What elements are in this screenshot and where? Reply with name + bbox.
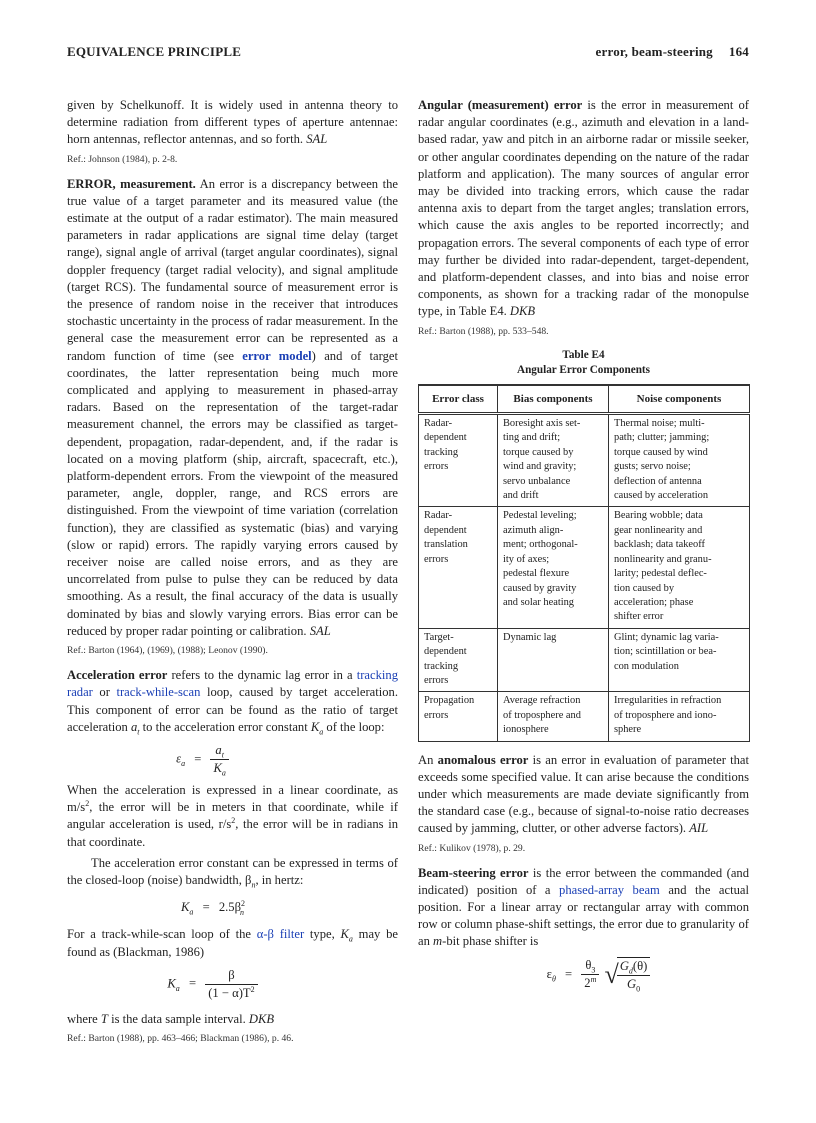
- math-symbol: (1 − α)T: [208, 985, 251, 1000]
- paragraph-text: ) and of target coordinates, the latter representation being much more complicated and applying to measurement in phased-array radars. Based on the representation of the target-radar measurement channel, the errors may be classified as target-dependent, propagation, radar-dependent, and, if the radar is located on a moving platform (ship, aircraft, spacecraft, etc.), platform-dependent errors. From the viewpoint of the measured parameter, angle, doppler, range, and RCS errors are distinguished. From the viewpoint of time variation (correlation function), they are classified as systematic (bias) and varying (slow or rapid) errors. The rapidly varying errors caused by receiver noise are called noise errors, and as they are uncorrelated from pulse to pulse they can be reduced by data smoothing. As a result, the final accuracy of the data is usually dominated by bias and slowly varying errors. Bias error can be reduced by proper radar pointing or calibration.: [67, 348, 398, 638]
- paragraph-text: An: [418, 752, 438, 767]
- math-symbol: a: [130, 719, 138, 734]
- table-cell: Irregularities in refraction of troposphere and iono- sphere: [609, 692, 750, 741]
- tracking-radar-link[interactable]: tracking radar: [67, 668, 398, 700]
- math-symbol: ε: [176, 751, 182, 766]
- math-subscript: 3: [591, 965, 596, 975]
- equation-bandwidth: $K_a = 2.5\beta^2_n$: [181, 898, 245, 917]
- column-header: Bias components: [498, 385, 609, 414]
- math-superscript: m: [590, 975, 597, 985]
- angular-error-table: [418, 384, 750, 742]
- author-initials: SAL: [309, 623, 331, 638]
- bandwidth-paragraph: [67, 855, 398, 889]
- paragraph-text: is the error between the commanded (and indicated) position of a: [418, 865, 750, 897]
- paragraph-text: given by Schelkunoff. It is widely used in antenna theory to determine radiation from different types of aperture antennae: horn antennas, reflector antennas, and so forth.: [67, 98, 398, 147]
- math-subscript: θ: [551, 974, 556, 984]
- right-column: [418, 97, 749, 1003]
- fraction: [210, 742, 228, 777]
- math-subscript: a: [181, 759, 186, 769]
- paragraph-text: The acceleration error constant can be expressed in terms of the closed-loop (noise) bandwidth, β: [67, 855, 398, 887]
- math-symbol: G: [627, 976, 637, 991]
- entry-heading: Beam-steering error: [418, 865, 529, 880]
- math-symbol: m: [433, 934, 443, 949]
- paragraph-text: and the actual position. For a linear array or rectangular array with common row or column phase-shift settings, the error due to granularity of an: [418, 882, 749, 949]
- alpha-beta-paragraph: [67, 926, 398, 960]
- math-subscript: n: [239, 907, 244, 917]
- table-cell: Dynamic lag: [498, 628, 609, 692]
- table-row: [419, 628, 750, 692]
- header-section-title: EQUIVALENCE PRINCIPLE: [67, 44, 242, 59]
- paragraph-text: type,: [304, 927, 341, 942]
- table-row: [419, 414, 750, 507]
- table-cell: Pedestal leveling; azimuth align- ment; orthogonal- ity of axes; pedestal flexure caused by gravity and solar heating: [498, 507, 609, 628]
- math-superscript: 2: [85, 798, 90, 808]
- track-while-scan-link[interactable]: track-while-scan: [116, 685, 201, 700]
- math-symbol: (θ): [632, 958, 648, 973]
- equation-acceleration-error: $\varepsilon_a$ = $\frac{a_t}{K_a}$: [7, 742, 398, 776]
- table-cell: Average refraction of troposphere and ionosphere: [498, 692, 609, 741]
- author-initials: AIL: [689, 821, 709, 836]
- math-symbol: K: [167, 976, 176, 991]
- fraction: [205, 967, 257, 1002]
- equation-alpha-beta: $K_a$ = $\frac{\beta}{(1 - \alpha)T^2}$: [27, 967, 398, 1005]
- math-symbol: a: [215, 742, 222, 757]
- reference: Ref.: Kulikov (1978), p. 29.: [418, 842, 526, 854]
- math-symbol: K: [181, 900, 190, 915]
- math-symbol: T: [100, 1011, 108, 1026]
- author-initials: DKB: [248, 1011, 275, 1026]
- paragraph-text: where: [67, 1011, 101, 1026]
- math-symbol: 2.5β: [218, 900, 241, 915]
- math-superscript: 2: [231, 816, 236, 826]
- entry-heading: ERROR, measurement.: [67, 176, 196, 191]
- math-subscript: a: [175, 983, 180, 993]
- math-symbol: K: [340, 927, 349, 942]
- acceleration-error-entry: [67, 667, 398, 736]
- table-row: [419, 507, 750, 628]
- paragraph-text: , the error will be in meters in that coordinate, while if angular acceleration is used, r/s: [67, 800, 398, 832]
- column-header: Error class: [419, 385, 498, 414]
- paragraph-text: For a track-while-scan loop of the: [67, 927, 257, 942]
- fraction-under-root: [617, 957, 651, 993]
- paragraph-text: refers to the dynamic lag error in a: [167, 668, 357, 683]
- table-cell: Propagation errors: [419, 692, 498, 741]
- author-initials: DKB: [509, 304, 536, 319]
- header-right: [596, 44, 749, 60]
- math-symbol: θ: [585, 958, 592, 973]
- reference: Ref.: Barton (1964), (1969), (1988); Leonov (1990).: [67, 645, 268, 657]
- square-root-icon: √: [604, 960, 619, 990]
- beam-steering-error-entry: [418, 865, 749, 951]
- running-header: [67, 44, 749, 64]
- column-header: Noise components: [609, 385, 750, 414]
- table-title: Table E4: [562, 348, 605, 361]
- math-subscript: n: [251, 880, 256, 890]
- math-symbol: G: [619, 958, 629, 973]
- table-cell: Radar- dependent tracking errors: [419, 414, 498, 507]
- paragraph-text: or: [92, 685, 117, 700]
- paragraph-text: , in hertz:: [255, 872, 304, 887]
- math-subscript: d: [628, 966, 633, 976]
- author-initials: SAL: [306, 132, 328, 147]
- units-paragraph: [67, 782, 398, 851]
- table-cell: Radar- dependent translation errors: [419, 507, 498, 628]
- angular-error-entry: [418, 97, 749, 321]
- paragraph-text: is an error in evaluation of parameter that exceeds some specified value. It can arise because the conditions under which measurements are made deviate significantly from the standard case (e.g., because of signal-to-noise ratio decreases caused by jamming, clutter, or other adverse factors).: [418, 752, 750, 836]
- table-cell: Thermal noise; multi- path; clutter; jamming; torque caused by wind gusts; servo noise; deflection of antenna caused by acceleration: [609, 414, 750, 507]
- math-symbol: β: [228, 967, 235, 982]
- sample-interval-paragraph: [67, 1011, 398, 1028]
- paragraph-text: is the error in measurement of radar angular coordinates (e.g., azimuth and elevation in a land-based radar, yaw and pitch in an airborne radar or missile seeker, or other angular coordinates depending on the nature of the radar platform and application). The many sources of angular error may be divided into tracking errors, which cause the radar antenna axis to depart from the target angles; translation errors, which cause the axis angles to be reported incorrectly; and propagation errors. The several components of each type of error may further be divided into radar-dependent, target-dependent, and platform-dependent classes, and into bias and noise error components, as shown for a tracking radar of the monopulse type, in Table E4.: [418, 98, 749, 319]
- paragraph-text: An error is a discrepancy between the true value of a target parameter and its measured value (the estimate at the output of a radar estimator). The main measured parameters in radar applications are signal time delay (target range), signal angle of arrival (target angular coordinates), signal doppler frequency (target radial velocity), and signal amplitude (target RCS). The fundamental source of measurement error is the presence of random noise in the receiver that introduces stochastic uncertainty in the process of radar measurement. In the general case the measurement error can be represented as a random function of time (see: [67, 176, 398, 363]
- schelkunoff-paragraph: [67, 97, 398, 149]
- paragraph-text: may be found as (Blackman, 1986): [67, 927, 398, 959]
- paragraph-text: loop, caused by target acceleration. This component of error can be found as the ratio of target acceleration: [67, 685, 398, 734]
- page-number: 164: [728, 44, 749, 59]
- math-subscript: t: [137, 727, 140, 737]
- math-subscript: 0: [636, 984, 641, 994]
- header-entry-range: error, beam-steering: [595, 44, 713, 59]
- error-model-link[interactable]: error model: [242, 348, 312, 363]
- table-subtitle: Angular Error Components: [516, 363, 651, 376]
- left-column: [67, 97, 398, 1055]
- paragraph-text: is the data sample interval.: [107, 1011, 249, 1026]
- table-cell: Target- dependent tracking errors: [419, 628, 498, 692]
- table-cell: Glint; dynamic lag varia- tion; scintillation or bea- con modulation: [609, 628, 750, 692]
- paragraph-text: -bit phase shifter is: [442, 934, 539, 949]
- math-symbol: 2: [584, 976, 591, 991]
- math-symbol: K: [310, 719, 320, 734]
- table-row: [419, 692, 750, 741]
- entry-heading: Angular (measurement) error: [418, 98, 583, 112]
- paragraph-text: of the loop:: [323, 719, 385, 734]
- math-symbol: ε: [546, 966, 552, 981]
- fraction: [581, 957, 599, 992]
- entry-heading: anomalous error: [437, 752, 529, 767]
- paragraph-text: , the error will be in radians in that coordinate.: [67, 817, 398, 849]
- math-subscript: t: [221, 750, 224, 760]
- math-symbol: K: [213, 761, 222, 776]
- anomalous-error-entry: [418, 752, 749, 838]
- table-header-row: [419, 385, 750, 414]
- table-cell: Bearing wobble; data gear nonlinearity and backlash; data takeoff nonlinearity and granu- larity; pedestal deflec- tion caused by acceleration; phase shifter error: [609, 507, 750, 628]
- math-subscript: a: [221, 768, 226, 778]
- entry-heading: Acceleration error: [67, 668, 168, 683]
- paragraph-text: to the acceleration error constant: [139, 719, 311, 734]
- math-subscript: a: [189, 907, 194, 917]
- error-measurement-entry: [67, 176, 398, 640]
- reference: Ref.: Barton (1988), pp. 463–466; Blackman (1986), p. 46.: [67, 1032, 294, 1044]
- math-superscript: 2: [240, 898, 245, 908]
- alpha-beta-filter-link[interactable]: α-β filter: [256, 927, 305, 942]
- math-subscript: a: [319, 727, 324, 737]
- reference: Ref.: Johnson (1984), p. 2-8.: [67, 153, 178, 165]
- phased-array-beam-link[interactable]: phased-array beam: [559, 882, 660, 897]
- table-cell: Boresight axis set- ting and drift; torque caused by wind and gravity; servo unbalance and drift: [498, 414, 609, 507]
- math-superscript: 2: [250, 984, 255, 994]
- paragraph-text: When the acceleration is expressed in a linear coordinate, as m/s: [67, 782, 398, 815]
- math-subscript: a: [348, 934, 353, 944]
- equation-beam-steering: $\varepsilon_\theta$ = $\frac{\theta_3}{2^m}$ √ $\frac{G_d(\theta)}{G_0}$: [448, 957, 749, 997]
- reference: Ref.: Barton (1988), pp. 533–548.: [418, 325, 549, 337]
